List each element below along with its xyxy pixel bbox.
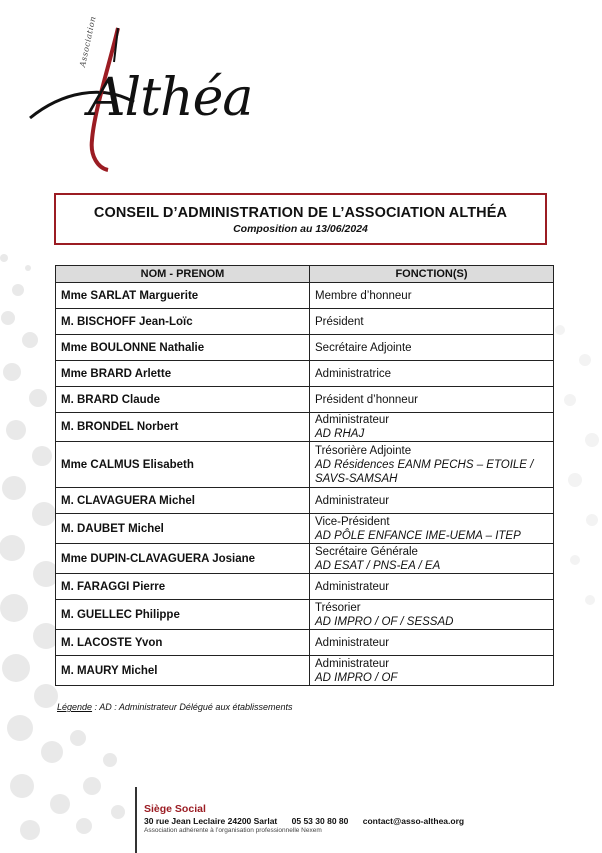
legend — [57, 702, 292, 712]
function-role: Trésorière Adjointe — [315, 444, 412, 457]
function-role: Secrétaire Générale — [315, 545, 418, 558]
table-header-row — [56, 266, 554, 283]
footer-email[interactable]: contact@asso-althea.org — [362, 816, 465, 826]
function-detail: AD IMPRO / OF / SESSAD — [315, 615, 454, 628]
function-role: Président — [315, 315, 364, 328]
table-row — [56, 574, 554, 600]
function-detail: AD PÔLE ENFANCE IME-UEMA – ITEP — [315, 529, 521, 542]
member-function — [310, 574, 554, 600]
table-row — [56, 630, 554, 656]
function-role: Secrétaire Adjointe — [315, 341, 412, 354]
page-title: CONSEIL D’ADMINISTRATION DE L’ASSOCIATION ALTHÉA — [93, 205, 508, 221]
function-role: Administrateur — [315, 580, 390, 593]
function-role: Administratrice — [315, 367, 392, 380]
footer — [144, 803, 476, 834]
table-row — [56, 514, 554, 544]
table-row — [56, 600, 554, 630]
member-name: M. BRARD Claude — [56, 387, 310, 413]
member-function — [310, 309, 554, 335]
member-name: M. CLAVAGUERA Michel — [56, 488, 310, 514]
table-row — [56, 361, 554, 387]
member-name: M. BISCHOFF Jean-Loïc — [56, 309, 310, 335]
member-name: Mme BOULONNE Nathalie — [56, 335, 310, 361]
page-subtitle: Composition au 13/06/2024 — [233, 223, 368, 235]
member-function — [310, 514, 554, 544]
footer-divider — [135, 787, 137, 853]
function-role: Président d’honneur — [315, 393, 418, 406]
member-name: M. MAURY Michel — [56, 656, 310, 686]
member-function — [310, 630, 554, 656]
member-function — [310, 361, 554, 387]
legend-label: Légende — [57, 702, 93, 712]
table-row — [56, 656, 554, 686]
column-header-name: NOM - PRENOM — [56, 266, 310, 283]
function-role: Administrateur — [315, 657, 390, 670]
table-row — [56, 413, 554, 442]
member-name: M. DAUBET Michel — [56, 514, 310, 544]
logo-association-label: Association — [78, 15, 98, 68]
member-function — [310, 387, 554, 413]
table-row — [56, 387, 554, 413]
footer-title: Siège Social — [144, 803, 206, 815]
member-name: Mme DUPIN-CLAVAGUERA Josiane — [56, 544, 310, 574]
member-function — [310, 656, 554, 686]
table-row — [56, 309, 554, 335]
table-row — [56, 442, 554, 488]
footer-contact — [144, 816, 476, 826]
function-detail: AD RHAJ — [315, 428, 365, 440]
member-function — [310, 335, 554, 361]
footer-phone: 05 53 30 80 80 — [291, 816, 349, 826]
title-box — [54, 193, 547, 245]
function-role: Membre d’honneur — [315, 289, 412, 302]
althea-logo — [22, 15, 253, 182]
member-name: Mme CALMUS Elisabeth — [56, 442, 310, 488]
function-role: Administrateur — [315, 414, 390, 426]
member-name: M. GUELLEC Philippe — [56, 600, 310, 630]
function-role: Vice-Président — [315, 515, 390, 528]
member-name: M. FARAGGI Pierre — [56, 574, 310, 600]
function-detail: AD Résidences EANM PECHS – ETOILE / SAVS-SAMSAH — [315, 458, 534, 485]
function-detail: AD ESAT / PNS-EA / EA — [315, 559, 441, 572]
member-name: M. BRONDEL Norbert — [56, 413, 310, 442]
table-row — [56, 283, 554, 309]
member-function — [310, 442, 554, 488]
function-role: Administrateur — [315, 636, 390, 649]
function-role: Administrateur — [315, 494, 390, 507]
legend-text: : AD : Administrateur Délégué aux établissements — [92, 702, 293, 712]
footer-note: Association adhérente à l’organisation professionnelle Nexem — [144, 827, 322, 834]
member-function — [310, 283, 554, 309]
member-name: M. LACOSTE Yvon — [56, 630, 310, 656]
member-function — [310, 600, 554, 630]
member-function — [310, 413, 554, 442]
member-name: Mme BRARD Arlette — [56, 361, 310, 387]
logo-wordmark: Althéa — [88, 68, 253, 128]
column-header-function: FONCTION(S) — [310, 266, 554, 283]
function-role: Trésorier — [315, 601, 361, 614]
member-function — [310, 488, 554, 514]
table-row — [56, 335, 554, 361]
table-row — [56, 544, 554, 574]
function-detail: AD IMPRO / OF — [315, 671, 398, 684]
footer-address: 30 rue Jean Leclaire 24200 Sarlat — [144, 816, 278, 826]
board-table — [55, 265, 554, 686]
member-function — [310, 544, 554, 574]
table-row — [56, 488, 554, 514]
member-name: Mme SARLAT Marguerite — [56, 283, 310, 309]
